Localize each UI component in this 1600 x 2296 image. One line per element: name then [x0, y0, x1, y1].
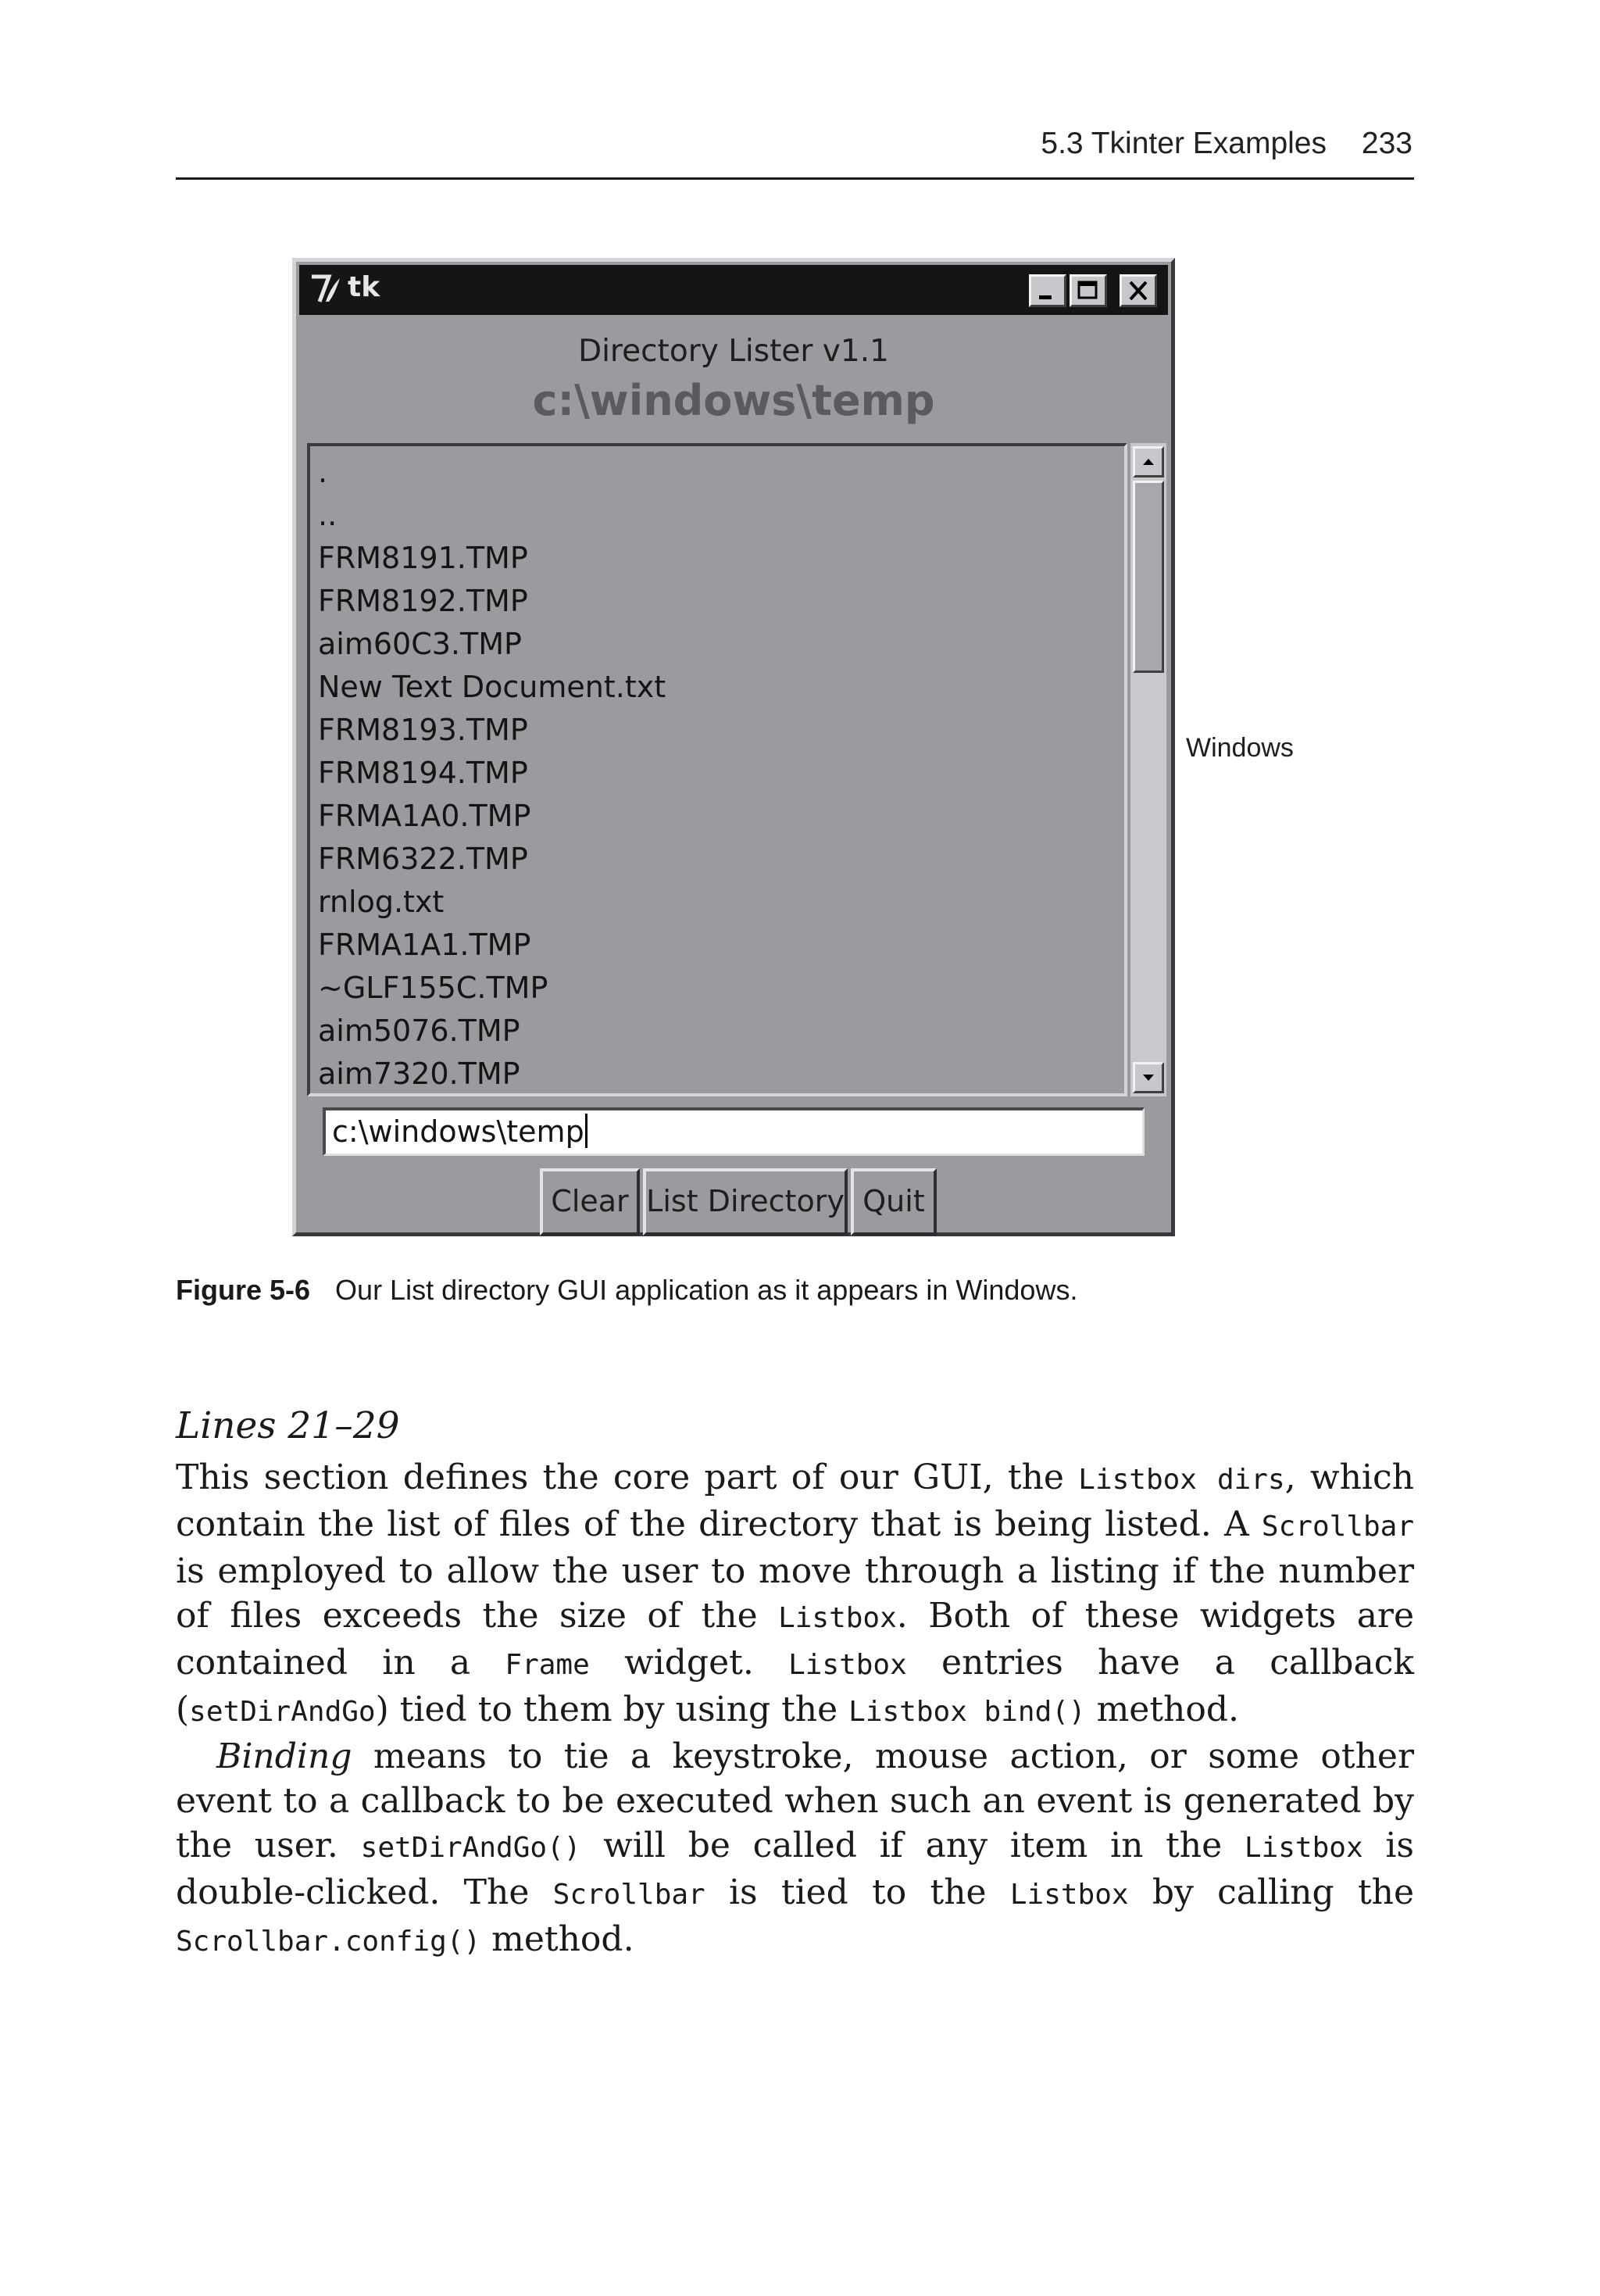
text-run: entries have a callback ( — [176, 1643, 1414, 1729]
list-item[interactable]: aim7320.TMP — [318, 1057, 520, 1091]
code-term: Scrollbar.config() — [176, 1926, 481, 1958]
scroll-down-button[interactable] — [1133, 1062, 1164, 1093]
paragraph — [176, 1455, 1414, 1734]
code-term: Scrollbar — [1261, 1511, 1414, 1543]
file-listbox[interactable] — [307, 443, 1127, 1096]
figure-label: Figure 5-6 — [176, 1274, 311, 1306]
text-run: This section defines the core part of our GUI, the — [176, 1457, 1079, 1497]
code-term: Frame — [505, 1649, 590, 1681]
code-term: setDirAndGo() — [360, 1832, 581, 1864]
tk-window — [292, 258, 1175, 1236]
directory-entry[interactable] — [323, 1107, 1145, 1156]
code-term: setDirAndGo — [189, 1696, 376, 1728]
list-item[interactable]: FRMA1A0.TMP — [318, 799, 531, 833]
page-number: 233 — [1361, 127, 1412, 160]
text-run: will be called if any item in the — [580, 1826, 1245, 1865]
code-term: Listbox — [1244, 1832, 1363, 1864]
list-item[interactable]: FRMA1A1.TMP — [318, 928, 531, 962]
section-heading: Lines 21–29 — [176, 1404, 400, 1447]
list-item[interactable]: FRM8192.TMP — [318, 584, 528, 618]
text-run: ) tied to them by using the — [375, 1690, 849, 1729]
directory-entry-text: c:\windows\temp — [332, 1114, 584, 1149]
running-header — [176, 117, 1414, 180]
window-title: tk — [348, 271, 380, 303]
arrow-up-icon — [1135, 449, 1162, 475]
text-run: is employed to allow the user to move through a listing if the number of files exceeds the size of the — [176, 1551, 1414, 1636]
text-run: . Both of these widgets are contained in a — [176, 1596, 1414, 1683]
code-term: Listbox — [788, 1649, 907, 1681]
list-item[interactable]: FRM8191.TMP — [318, 541, 528, 575]
app-title: Directory Lister v1.1 — [578, 334, 889, 369]
quit-button[interactable]: Quit — [851, 1168, 937, 1236]
paragraph — [176, 1734, 1414, 1964]
current-directory-label: c:\windows\temp — [532, 376, 935, 425]
clear-button[interactable]: Clear — [540, 1168, 640, 1236]
vertical-scrollbar[interactable] — [1130, 443, 1166, 1096]
list-item[interactable]: aim5076.TMP — [318, 1014, 520, 1048]
section-title: 5.3 Tkinter Examples — [1041, 127, 1327, 160]
minimize-icon — [1031, 277, 1064, 305]
list-directory-button[interactable]: List Directory — [643, 1168, 848, 1236]
code-term: Listbox — [778, 1602, 897, 1634]
list-item[interactable]: .. — [318, 498, 338, 532]
list-item[interactable]: FRM6322.TMP — [318, 842, 528, 876]
code-term: Listbox bind() — [848, 1696, 1086, 1728]
arrow-down-icon — [1135, 1064, 1162, 1091]
close-icon — [1122, 277, 1155, 305]
minimize-button[interactable] — [1029, 274, 1066, 307]
text-run: means to tie a keystroke, mouse action, or some other event to a callback to be executed when such an event is generated by the user. — [176, 1736, 1414, 1865]
list-item[interactable]: aim60C3.TMP — [318, 627, 522, 661]
code-term: Listbox — [1009, 1879, 1129, 1911]
list-item[interactable]: ~GLF155C.TMP — [318, 971, 548, 1005]
platform-label: Windows — [1186, 733, 1294, 763]
text-run: widget. — [589, 1643, 789, 1683]
text-run: is tied to the — [705, 1872, 1010, 1912]
tk-feather-icon — [309, 272, 343, 306]
scroll-thumb[interactable] — [1133, 481, 1164, 673]
list-item[interactable]: rnlog.txt — [318, 885, 445, 919]
text-run: by calling the — [1128, 1872, 1414, 1912]
text-cursor — [585, 1114, 588, 1148]
title-bar[interactable] — [299, 265, 1168, 315]
maximize-button[interactable] — [1070, 274, 1107, 307]
scroll-up-button[interactable] — [1133, 446, 1164, 477]
code-term: Scrollbar — [552, 1879, 705, 1911]
list-item[interactable]: . — [318, 455, 328, 489]
caption-text: Our List directory GUI application as it appears in Windows. — [335, 1274, 1078, 1306]
close-button[interactable] — [1120, 274, 1157, 307]
figure-caption — [176, 1274, 1077, 1307]
list-item[interactable]: FRM8194.TMP — [318, 756, 528, 790]
text-run: , which contain the list of files of the directory that is being listed. A — [176, 1457, 1414, 1544]
text-run: method. — [480, 1919, 634, 1959]
body-text — [176, 1455, 1414, 1964]
maximize-icon — [1072, 277, 1105, 305]
list-item[interactable]: New Text Document.txt — [318, 670, 666, 704]
text-run: method. — [1085, 1690, 1240, 1729]
list-item[interactable]: FRM8193.TMP — [318, 713, 528, 747]
emphasis: Binding — [216, 1736, 352, 1776]
text-run: is double-clicked. The — [176, 1826, 1414, 1912]
code-term: Listbox dirs — [1078, 1464, 1285, 1496]
